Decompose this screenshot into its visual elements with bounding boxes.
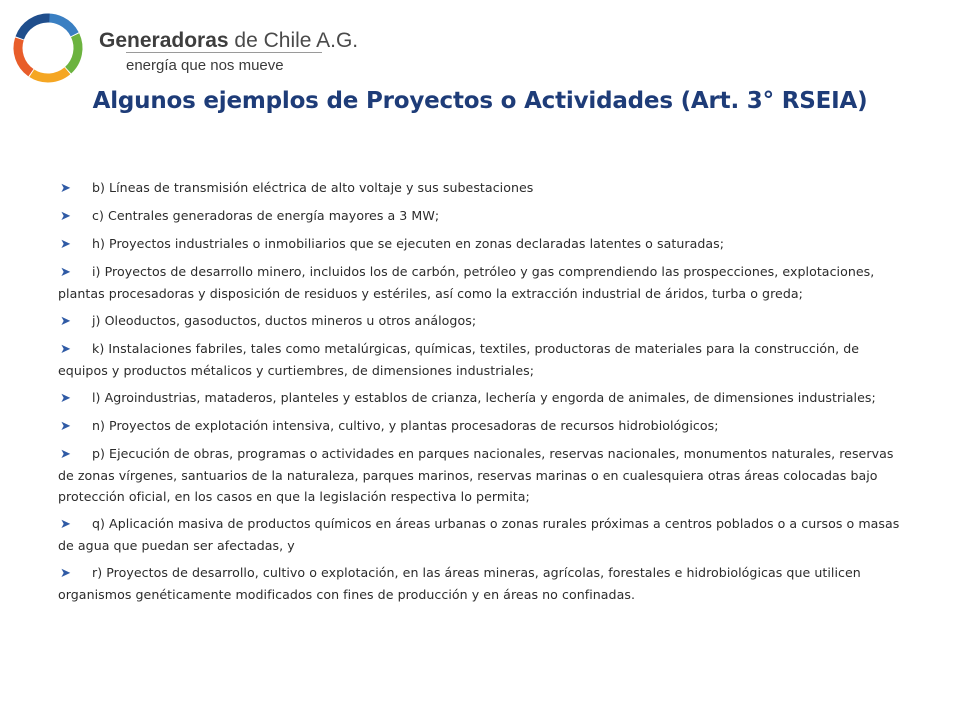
list-item — [58, 387, 910, 409]
list-item-text: l) Agroindustrias, mataderos, planteles y establos de crianza, lechería y engorda de animales, de dimensiones industriales; — [92, 390, 876, 405]
brand-divider — [126, 52, 322, 53]
list-item — [58, 261, 910, 304]
arrow-bullet-icon: ➤ — [60, 419, 71, 434]
list-item — [58, 233, 910, 255]
list-item — [58, 513, 910, 556]
page-title: Algunos ejemplos de Proyectos o Actividades (Art. 3° RSEIA) — [92, 88, 868, 114]
list-item-text: q) Aplicación masiva de productos químicos en áreas urbanas o zonas rurales próximas a centros poblados o a cursos o masas de agua que puedan ser afectadas, y — [58, 516, 900, 553]
header-logo — [8, 8, 358, 88]
list-item-text: b) Líneas de transmisión eléctrica de alto voltaje y sus subestaciones — [92, 180, 534, 195]
list-item-text: n) Proyectos de explotación intensiva, cultivo, y plantas procesadoras de recursos hidrobiológicos; — [92, 418, 719, 433]
arrow-bullet-icon: ➤ — [60, 517, 71, 532]
project-list — [58, 177, 910, 611]
list-item-text: r) Proyectos de desarrollo, cultivo o explotación, en las áreas mineras, agrícolas, forestales e hidrobiológicas que utilicen organismos genéticamente modificados con fines de producción y en áreas no confinadas. — [58, 565, 861, 602]
arrow-bullet-icon: ➤ — [60, 314, 71, 329]
arrow-bullet-icon: ➤ — [60, 265, 71, 280]
list-item — [58, 310, 910, 332]
generadoras-logo-icon — [8, 8, 88, 88]
arrow-bullet-icon: ➤ — [60, 342, 71, 357]
brand-name-bold: Generadoras — [99, 29, 229, 52]
arrow-bullet-icon: ➤ — [60, 181, 71, 196]
brand-name — [99, 29, 358, 53]
list-item-text: j) Oleoductos, gasoductos, ductos mineros u otros análogos; — [92, 313, 477, 328]
arrow-bullet-icon: ➤ — [60, 391, 71, 406]
list-item-text: i) Proyectos de desarrollo minero, incluidos los de carbón, petróleo y gas comprendiendo las prospecciones, explotaciones, plantas procesadoras y disposición de residuos y estériles, así como la extracción industrial de áridos, turba o greda; — [58, 264, 875, 301]
list-item-text: k) Instalaciones fabriles, tales como metalúrgicas, químicas, textiles, productoras de materiales para la construcción, de equipos y productos métalicos y curtiembres, de dimensiones industriales; — [58, 341, 860, 378]
arrow-bullet-icon: ➤ — [60, 209, 71, 224]
list-item — [58, 205, 910, 227]
list-item — [58, 338, 910, 381]
list-item — [58, 415, 910, 437]
brand-name-rest: de Chile A.G. — [234, 29, 359, 52]
list-item-text: c) Centrales generadoras de energía mayores a 3 MW; — [92, 208, 440, 223]
list-item-text: p) Ejecución de obras, programas o actividades en parques nacionales, reservas nacionales, monumentos naturales, reservas de zonas vírgenes, santuarios de la naturaleza, parques marinos, reservas marinas o en cualesquiera otras áreas colocadas bajo protección oficial, en los casos en que la legislación respectiva lo permita; — [58, 446, 894, 504]
list-item — [58, 443, 910, 507]
arrow-bullet-icon: ➤ — [60, 237, 71, 252]
brand-tagline: energía que nos mueve — [126, 57, 284, 74]
arrow-bullet-icon: ➤ — [60, 447, 71, 462]
list-item — [58, 177, 910, 199]
arrow-bullet-icon: ➤ — [60, 566, 71, 581]
list-item-text: h) Proyectos industriales o inmobiliarios que se ejecuten en zonas declaradas latentes o saturadas; — [92, 236, 725, 251]
list-item — [58, 562, 910, 605]
